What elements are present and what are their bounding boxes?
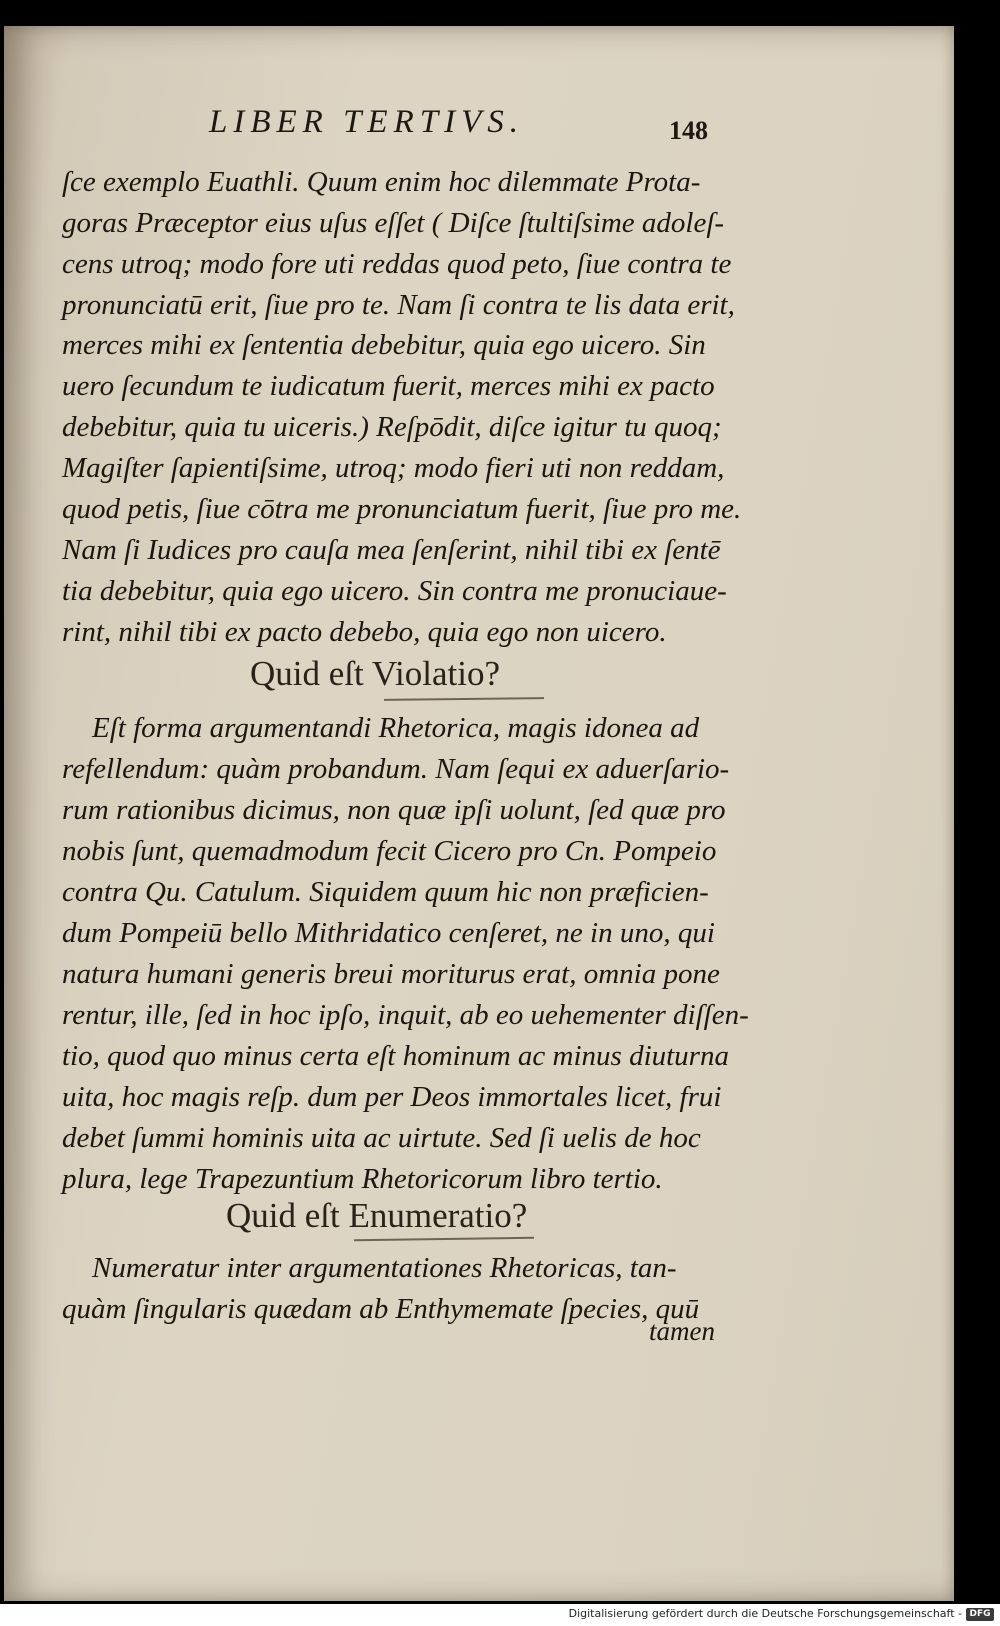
text-line: contra Qu. Catulum. Siquidem quum hic non præficien‑ (62, 876, 709, 908)
text-line: pronunciatū erit, ſiue pro te. Nam ſi contra te lis data erit, (62, 289, 735, 321)
text-line: goras Præceptor eius uſus eſſet ( Diſce ſtultiſsime adoleſ‑ (62, 207, 725, 239)
text-line: ſce exemplo Euathli. Quum enim hoc dilemmate Prota‑ (62, 166, 701, 198)
running-head: LIBER TERTIVS. (209, 104, 524, 140)
text-line: Eſt forma argumentandi Rhetorica, magis idonea ad (92, 712, 700, 744)
text-line: rentur, ille, ſed in hoc ipſo, inquit, ab eo uehementer diſſen‑ (62, 999, 749, 1031)
text-line: Magiſter ſapientiſsime, utroq; modo fieri uti non reddam, (62, 452, 725, 484)
digitization-footer (0, 1604, 1000, 1626)
book-page (4, 26, 954, 1601)
text-line: debet ſummi hominis uita ac uirtute. Sed ſi uelis de hoc (62, 1122, 701, 1154)
text-line: quàm ſingularis quædam ab Enthymemate ſpecies, quū (62, 1293, 700, 1325)
text-line: quod petis, ſiue cōtra me pronunciatum fuerit, ſiue pro me. (62, 493, 742, 525)
text-line: dum Pompeiū bello Mithridatico cenſeret, ne in uno, qui (62, 917, 715, 949)
text-line: uero ſecundum te iudicatum fuerit, merces mihi ex pacto (62, 370, 715, 402)
text-line: natura humani generis breui moriturus erat, omnia pone (62, 958, 720, 990)
section-heading-enumeratio: Quid eſt Enumeratio? (226, 1196, 528, 1235)
catchword: tamen (649, 1316, 715, 1346)
text-line: rint, nihil tibi ex pacto debebo, quia ego non uicero. (62, 616, 667, 648)
text-line: merces mihi ex ſententia debebitur, quia ego uicero. Sin (62, 329, 706, 361)
text-line: tio, quod quo minus certa eſt hominum ac minus diuturna (62, 1040, 729, 1072)
text-line: nobis ſunt, quemadmodum fecit Cicero pro Cn. Pompeio (62, 835, 717, 867)
ink-underline (384, 697, 544, 701)
section-heading-violatio: Quid eſt Violatio? (250, 654, 500, 693)
text-line: Nam ſi Iudices pro cauſa mea ſenſerint, nihil tibi ex ſentē (62, 534, 721, 566)
text-line: plura, lege Trapezuntium Rhetoricorum libro tertio. (62, 1163, 663, 1195)
text-line: tia debebitur, quia ego uicero. Sin contra me pronuciaue‑ (62, 575, 727, 607)
text-line: cens utroq; modo fore uti reddas quod peto, ſiue contra te (62, 248, 732, 280)
text-line: uita, hoc magis reſp. dum per Deos immortales licet, frui (62, 1081, 722, 1113)
dfg-logo-icon: DFG (966, 1608, 994, 1621)
text-line: rum rationibus dicimus, non quæ ipſi uolunt, ſed quæ pro (62, 794, 726, 826)
text-line: debebitur, quia tu uiceris.) Reſpōdit, diſce igitur tu quoq; (62, 411, 722, 443)
folio-number: 148 (669, 116, 708, 145)
ink-underline (354, 1237, 534, 1242)
funding-credit: Digitalisierung gefördert durch die Deutsche Forschungsgemeinschaft - (568, 1607, 962, 1620)
text-line: refellendum: quàm probandum. Nam ſequi ex aduerſario‑ (62, 753, 730, 785)
text-line: Numeratur inter argumentationes Rhetoricas, tan‑ (92, 1252, 677, 1284)
